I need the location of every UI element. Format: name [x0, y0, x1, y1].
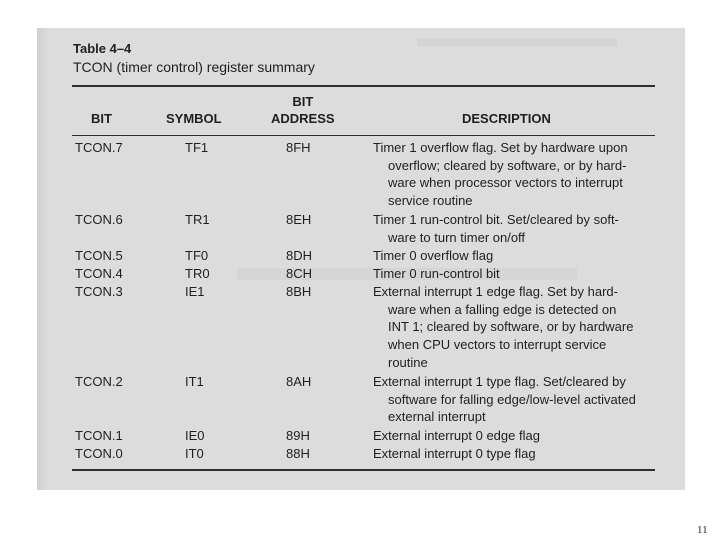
table-row-bit: TCON.5: [75, 248, 123, 263]
table-row-description: [373, 247, 493, 265]
page-number: 11: [697, 524, 708, 536]
table-row-address: 8EH: [286, 212, 312, 227]
table-row-symbol: IE1: [185, 284, 205, 299]
table-row-symbol: TR0: [185, 266, 210, 281]
description-line: External interrupt 0 edge flag: [373, 428, 540, 443]
table-row-description: [373, 211, 619, 246]
table-row-bit: TCON.1: [75, 428, 123, 443]
page-shadow-edge: [37, 28, 49, 490]
column-header-address-line2: ADDRESS: [271, 111, 335, 126]
table-top-rule: [72, 85, 655, 87]
table-caption: TCON (timer control) register summary: [73, 59, 315, 75]
description-line: ware when processor vectors to interrupt: [388, 175, 623, 191]
table-row-description: [373, 445, 536, 463]
description-line: External interrupt 1 edge flag. Set by hard-: [373, 284, 618, 299]
description-line: Timer 0 overflow flag: [373, 248, 494, 263]
table-row-description: [373, 283, 633, 372]
table-row-description: [373, 265, 500, 283]
table-row-address: 8DH: [286, 248, 313, 263]
table-row-symbol: TF1: [185, 140, 209, 155]
description-line: service routine: [388, 193, 473, 209]
table-row-address: 89H: [286, 428, 310, 443]
column-header-address-line1: BIT: [292, 94, 314, 109]
description-line: INT 1; cleared by software, or by hardware: [388, 319, 634, 335]
table-row-bit: TCON.6: [75, 212, 123, 227]
description-line: overflow; cleared by software, or by hard-: [388, 157, 627, 173]
description-line: Timer 1 run-control bit. Set/cleared by soft-: [373, 212, 619, 227]
table-row-symbol: IT1: [185, 374, 204, 389]
bleed-through-mark: [417, 38, 617, 46]
description-line: Timer 1 overflow flag. Set by hardware upon: [373, 140, 628, 155]
table-row-address: 8FH: [286, 140, 311, 155]
description-line: ware to turn timer on/off: [388, 229, 526, 245]
description-line: External interrupt 0 type flag: [373, 446, 536, 461]
description-line: routine: [388, 354, 428, 370]
table-row-symbol: IE0: [185, 428, 205, 443]
table-row-bit: TCON.7: [75, 140, 123, 155]
column-header-address: [271, 93, 335, 127]
table-row-bit: TCON.4: [75, 266, 123, 281]
table-row-address: 88H: [286, 446, 310, 461]
table-row-address: 8CH: [286, 266, 313, 281]
description-line: ware when a falling edge is detected on: [388, 301, 617, 317]
table-row-symbol: TR1: [185, 212, 210, 227]
table-row-description: [373, 427, 540, 445]
column-header-bit: BIT: [91, 111, 112, 126]
table-row-bit: TCON.3: [75, 284, 123, 299]
table-row-bit: TCON.2: [75, 374, 123, 389]
table-row-symbol: TF0: [185, 248, 209, 263]
table-row-description: [373, 373, 636, 426]
table-row-description: [373, 139, 628, 210]
description-line: External interrupt 1 type flag. Set/cleared by: [373, 374, 626, 389]
table-header-rule: [72, 135, 655, 136]
column-header-description: DESCRIPTION: [462, 111, 551, 126]
table-row-address: 8AH: [286, 374, 312, 389]
description-line: external interrupt: [388, 409, 486, 425]
table-row-bit: TCON.0: [75, 446, 123, 461]
table-row-address: 8BH: [286, 284, 312, 299]
description-line: when CPU vectors to interrupt service: [388, 337, 607, 353]
table-bottom-rule: [72, 469, 655, 471]
column-header-symbol: SYMBOL: [166, 111, 222, 126]
description-line: software for falling edge/low-level activated: [388, 391, 636, 407]
table-title: Table 4–4: [73, 41, 132, 56]
description-line: Timer 0 run-control bit: [373, 266, 500, 281]
table-row-symbol: IT0: [185, 446, 204, 461]
